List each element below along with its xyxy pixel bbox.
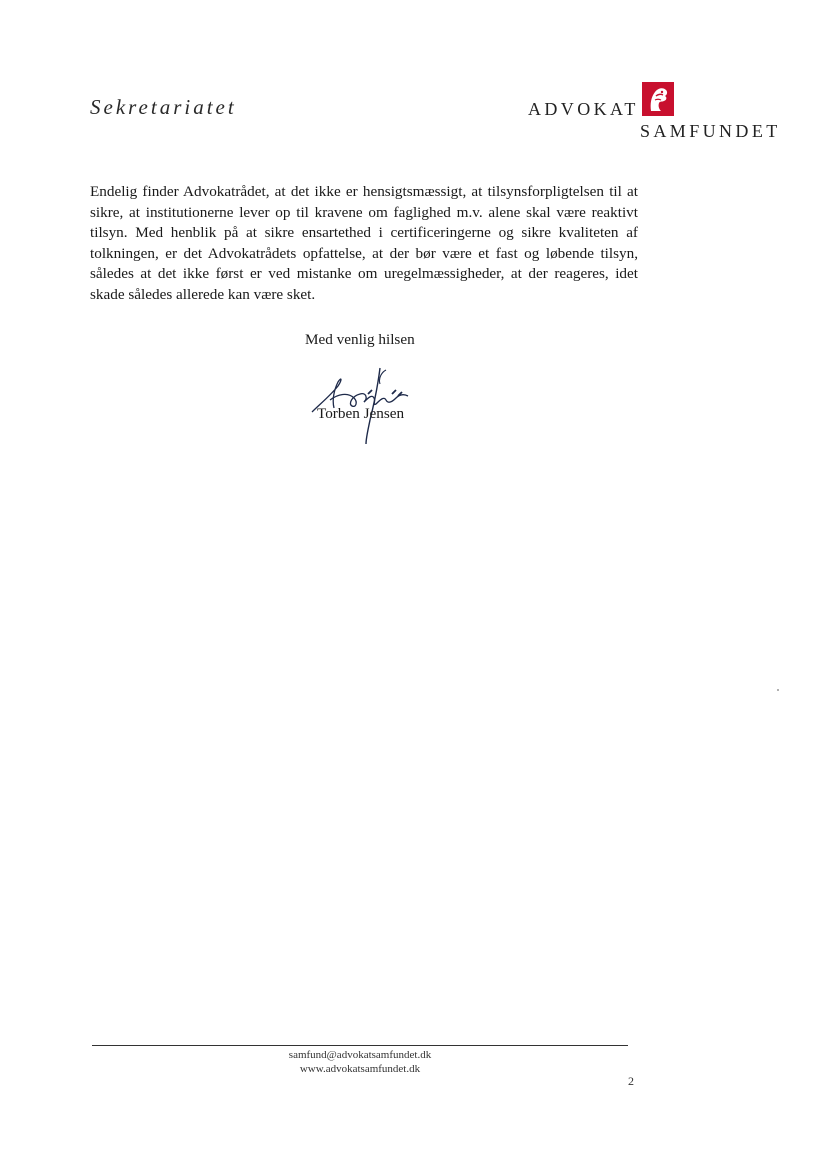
emblem-icon (642, 82, 674, 116)
scan-speck (777, 689, 779, 691)
advokatsamfundet-logo (528, 82, 788, 142)
page-number: 2 (628, 1074, 634, 1088)
footer-divider (92, 1045, 628, 1046)
department-heading: Sekretariatet (90, 95, 237, 119)
footer-website[interactable]: www.advokatsamfundet.dk (299, 1063, 421, 1075)
letter-paragraph: Endelig finder Advokatrådet, at det ikke er hensigtsmæssigt, at tilsynsforpligtelsen til at sikre, at institutionerne lever op til kravene om faglighed m.v. alene skal være reaktivt tilsyn. Med henblik på at sikre ensartethed i certificeringerne og sikre kvaliteten af tolkningen, er det Advokatrådets opfattelse, at der bør være et fast og løbende tilsyn, således at det ikke først er ved mistanke om uregelmæssigheder, at der reageres, idet skade således allerede kan være sket. (90, 183, 638, 303)
closing-greeting: Med venlig hilsen (305, 331, 415, 348)
footer-email[interactable]: samfund@advokatsamfundet.dk (288, 1049, 432, 1061)
logo-word-samfundet: SAMFUNDET (640, 121, 781, 141)
signer-name: Torben Jensen (317, 405, 405, 422)
logo-word-advokat: ADVOKAT (528, 99, 639, 119)
